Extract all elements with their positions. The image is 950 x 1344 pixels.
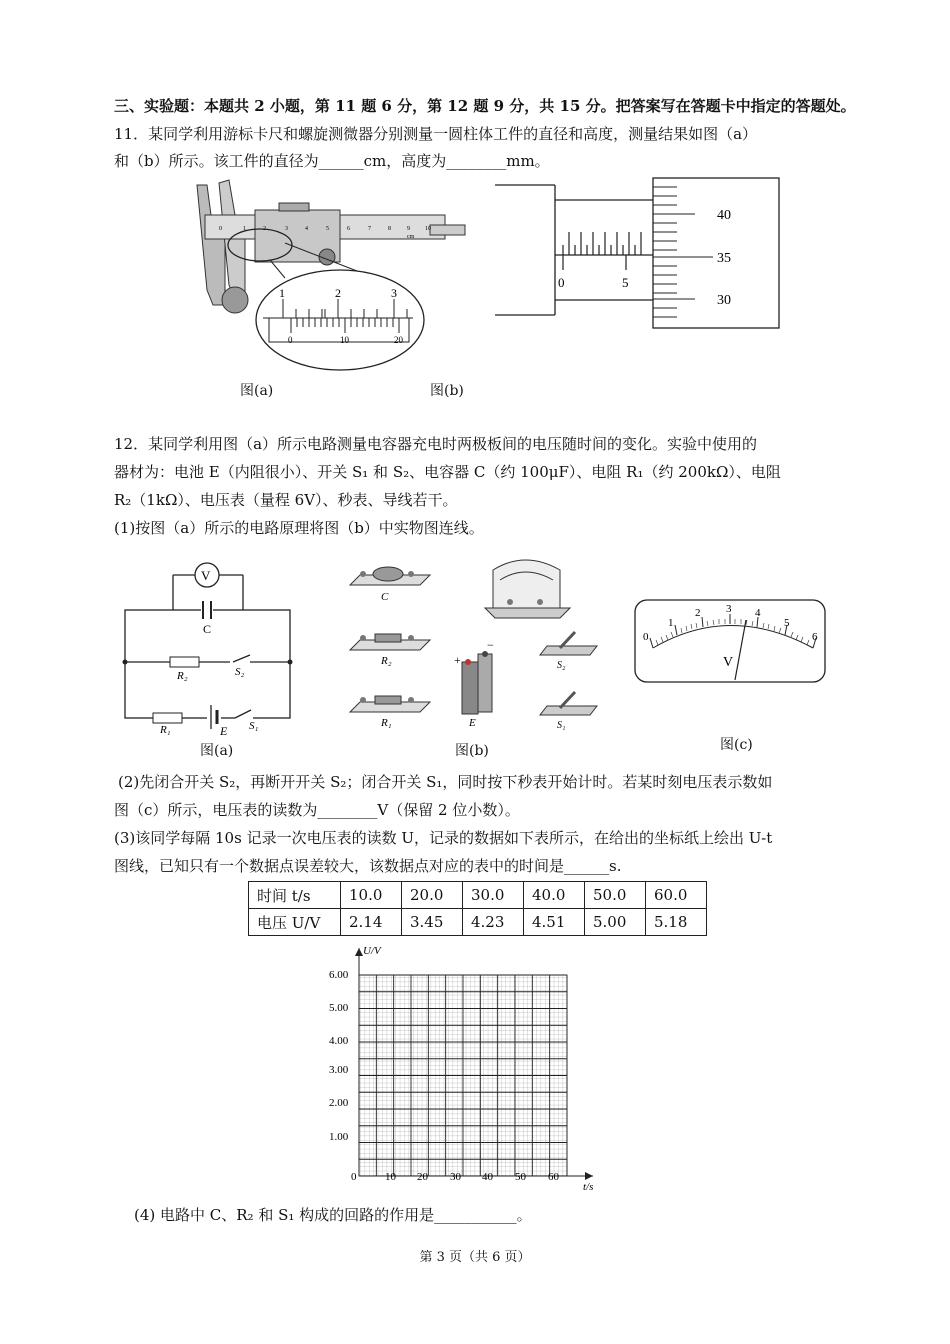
caliper-tick-label: 5: [326, 226, 329, 232]
table-cell: 5.18: [646, 909, 707, 936]
x-tick-label: 0: [351, 1171, 357, 1183]
circuit-diagram: [115, 555, 305, 745]
graph-x-label: t/s: [583, 1181, 594, 1192]
zoom-main-tick-label: 2: [335, 286, 341, 300]
q12-caption-a: 图(a): [200, 743, 234, 759]
voltmeter-label: V: [201, 568, 211, 583]
y-tick-label: 3.00: [329, 1064, 349, 1076]
capacitor-label: C: [203, 622, 212, 636]
table-cell: 20.0: [402, 882, 463, 909]
zoom-main-tick-label: 1: [279, 286, 285, 300]
sleeve-label: 5: [622, 275, 629, 290]
table-cell: 4.51: [524, 909, 585, 936]
table-cell: 10.0: [341, 882, 402, 909]
caliper-tick-label: 10: [425, 226, 431, 232]
figure-caption-a: 图(a): [240, 383, 274, 399]
r2-label: R₂: [177, 670, 188, 682]
caliper-tick-label: 8: [388, 226, 391, 232]
q11-text-line1: 11．某同学利用游标卡尺和螺旋测微器分别测量一圆柱体工件的直径和高度，测量结果如图（a）: [114, 125, 758, 143]
dial-label: 6: [812, 631, 818, 643]
vernier-caliper-figure: [185, 175, 475, 375]
physical-components-figure: [345, 550, 605, 735]
thimble-label: 40: [717, 208, 731, 223]
micrometer-figure: [495, 175, 785, 335]
figure-caption-b: 图(b): [430, 383, 464, 399]
x-tick-label: 50: [515, 1171, 526, 1183]
q12-caption-b: 图(b): [455, 743, 489, 759]
q12-caption-c: 图(c): [720, 737, 753, 753]
table-cell: 5.00: [585, 909, 646, 936]
caliper-tick-label: 7: [368, 226, 371, 232]
x-tick-label: 20: [417, 1171, 428, 1183]
svg-text:E: E: [469, 717, 476, 729]
caliper-tick-label: 3: [285, 226, 288, 232]
table-cell: 50.0: [585, 882, 646, 909]
zoom-vernier-tick-label: 0: [288, 335, 293, 345]
caliper-tick-label: 4: [305, 226, 308, 232]
table-row: [249, 882, 707, 909]
q12-part2-line2: 图（c）所示，电压表的读数为________V（保留 2 位小数）。: [114, 801, 520, 819]
q12-part3-line1: (3)该同学每隔 10s 记录一次电压表的读数 U，记录的数据如下表所示，在给出的坐标纸上绘出 U-t: [114, 829, 773, 847]
table-row: [249, 909, 707, 936]
svg-text:+: +: [454, 653, 461, 667]
svg-text:R₂: R₂: [381, 655, 392, 667]
dial-label: 2: [695, 607, 701, 619]
page-footer: 第 3 页（共 6 页）: [419, 1250, 531, 1265]
y-tick-label: 4.00: [329, 1035, 349, 1047]
data-table: [248, 881, 707, 936]
dial-label: 0: [643, 631, 649, 643]
dial-label: 1: [668, 617, 674, 629]
table-header-time: 时间 t/s: [249, 882, 341, 909]
caliper-tick-label: 6: [347, 226, 350, 232]
table-cell: 4.23: [463, 909, 524, 936]
y-tick-label: 2.00: [329, 1097, 349, 1109]
q12-text-line3: R₂（1kΩ）、电压表（量程 6V）、秒表、导线若干。: [114, 491, 458, 509]
zoom-main-tick-label: 3: [391, 286, 397, 300]
x-tick-label: 60: [548, 1171, 559, 1183]
zoom-vernier-tick-label: 10: [340, 335, 349, 345]
svg-text:S₂: S₂: [557, 660, 566, 671]
svg-text:S₁: S₁: [557, 720, 566, 731]
q12-text-line1: 12．某同学利用图（a）所示电路测量电容器充电时两极板间的电压随时间的变化。实验中使用的: [114, 435, 758, 453]
battery-label: E: [220, 724, 228, 738]
thimble-label: 30: [717, 293, 731, 308]
q12-part1: (1)按图（a）所示的电路原理将图（b）中实物图连线。: [114, 519, 484, 537]
dial-unit: V: [723, 655, 734, 670]
y-tick-label: 1.00: [329, 1131, 349, 1143]
table-cell: 2.14: [341, 909, 402, 936]
caliper-tick-label: 2: [263, 226, 266, 232]
svg-text:−: −: [487, 638, 494, 652]
y-tick-label: 5.00: [329, 1002, 349, 1014]
r1-label: R₁: [160, 724, 171, 736]
section-header: 三、实验题：本题共 2 小题，第 11 题 6 分，第 12 题 9 分，共 15 分。把答案写在答题卡中指定的答题处。: [114, 97, 856, 115]
caliper-tick-label: 1: [243, 226, 246, 232]
y-tick-label: 6.00: [329, 969, 349, 981]
sleeve-label: 0: [558, 275, 565, 290]
thimble-label: 35: [717, 251, 731, 266]
graph-paper: [325, 942, 615, 1192]
q12-text-line2: 器材为：电池 E（内阻很小）、开关 S₁ 和 S₂、电容器 C（约 100μF）、电阻 R₁（约 200kΩ）、电阻: [114, 463, 781, 481]
dial-label: 5: [784, 617, 790, 629]
svg-text:C: C: [381, 591, 389, 603]
x-tick-label: 40: [482, 1171, 493, 1183]
q12-part4: (4) 电路中 C、R₂ 和 S₁ 构成的回路的作用是___________。: [134, 1206, 532, 1224]
graph-y-label: U/V: [363, 945, 381, 957]
x-tick-label: 10: [385, 1171, 396, 1183]
table-cell: 30.0: [463, 882, 524, 909]
voltmeter-dial: [633, 598, 829, 686]
table-header-voltage: 电压 U/V: [249, 909, 341, 936]
dial-label: 4: [755, 607, 761, 619]
caliper-tick-label: 0: [219, 226, 222, 232]
dial-label: 3: [726, 603, 732, 615]
s1-label: S₁: [249, 720, 259, 732]
table-cell: 3.45: [402, 909, 463, 936]
svg-text:R₁: R₁: [381, 717, 392, 729]
q12-part3-line2: 图线，已知只有一个数据点误差较大，该数据点对应的表中的时间是______s.: [114, 857, 622, 875]
q12-part2-line1: (2)先闭合开关 S₂，再断开开关 S₂；闭合开关 S₁，同时按下秒表开始计时。若某时刻电压表示数如: [118, 773, 773, 791]
table-cell: 40.0: [524, 882, 585, 909]
caliper-tick-label: 9: [407, 226, 410, 232]
s2-label: S₂: [235, 666, 245, 678]
caliper-unit: cm: [407, 234, 415, 240]
table-cell: 60.0: [646, 882, 707, 909]
zoom-vernier-tick-label: 20: [394, 335, 403, 345]
x-tick-label: 30: [450, 1171, 461, 1183]
q11-text-line2: 和（b）所示。该工件的直径为______cm，高度为________mm。: [114, 152, 550, 170]
